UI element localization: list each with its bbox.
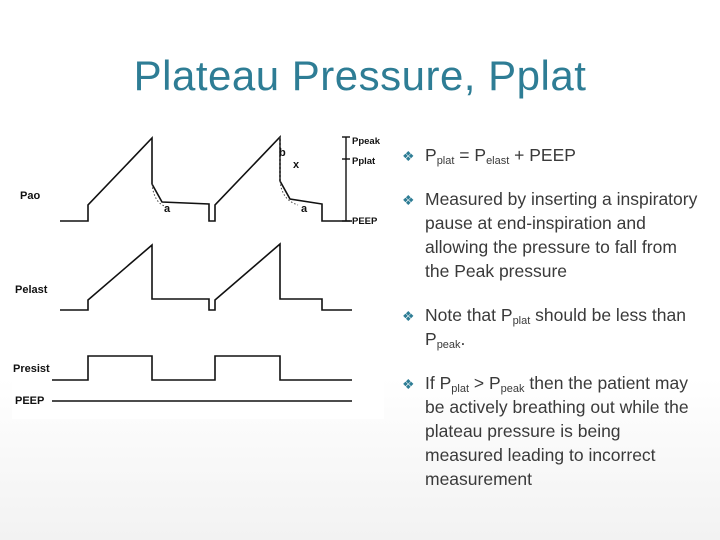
bullet-measurement-method: ❖ Measured by inserting a inspiratory pause at end-inspiration and allowing the pressure to fall from the Peak pressure [402,189,698,281]
bullet-list [402,143,702,511]
slide-title: Plateau Pressure, Pplat [133,52,587,99]
label-x: x [293,159,300,171]
bullet-icon: ❖ [402,308,415,324]
row-label-presist: Presist [13,363,50,375]
bullet-icon: ❖ [402,376,415,392]
presist-waveform [52,356,352,380]
label-b: b [279,147,286,159]
waveform-diagram [12,133,384,419]
bullet-icon: ❖ [402,192,415,208]
scale-label-peep: PEEP [352,216,378,227]
pressure-scale-bracket [342,137,350,221]
bullet-active-exhalation-warning: ❖ If $P_{plat} > P_{peak}$ then the patient may be actively breathing out while the plateau pressure is being measured leading to incorrect measurement [402,373,689,489]
pao-waveform [60,137,352,221]
row-label-pelast: Pelast [15,284,48,296]
row-label-peep: PEEP [15,395,45,407]
pressure-waveform-figure [12,133,384,419]
bullet-icon: ❖ [402,148,415,164]
scale-label-pplat: Pplat [352,156,376,167]
bullet-pplat-formula: ❖ $P_{plat} = P_{elast}$ + PEEP [402,145,576,167]
pelast-waveform [60,244,352,310]
label-a-second: a [301,203,308,215]
label-a-first: a [164,203,171,215]
row-label-pao: Pao [20,190,41,202]
scale-label-ppeak: Ppeak [352,136,380,147]
bullet-pplat-less-than-ppeak: ❖ Note that $P_{plat}$ should be less than $P_{peak}$. [402,305,686,351]
